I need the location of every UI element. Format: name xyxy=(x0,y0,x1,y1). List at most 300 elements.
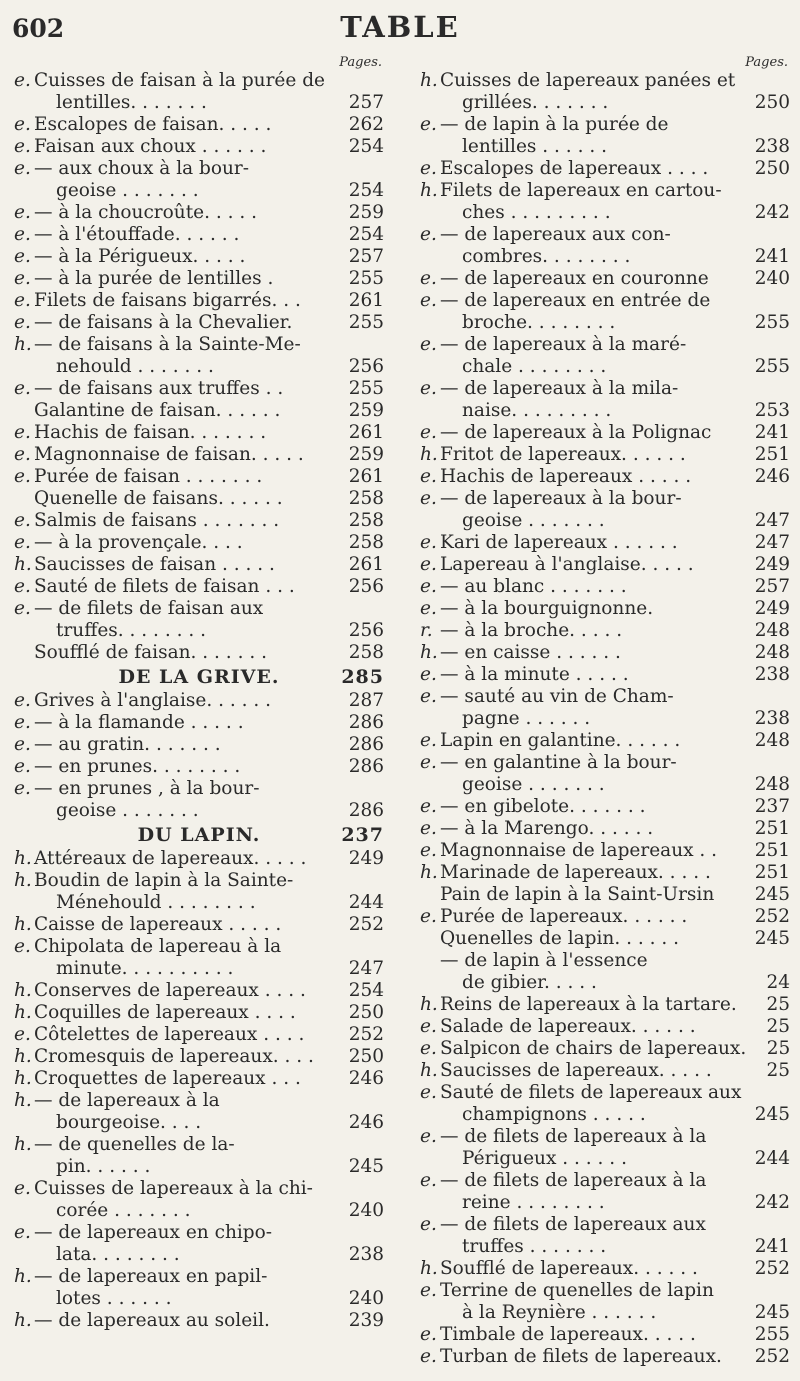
entry-page-number: 261 xyxy=(348,422,384,443)
index-entry xyxy=(14,400,384,422)
entry-line: Terrine de quenelles de lapin xyxy=(440,1280,714,1301)
entry-text xyxy=(440,532,746,554)
entry-text xyxy=(440,488,746,532)
entry-line: — au blanc . . . . . . . xyxy=(440,576,627,597)
entry-line: — de filets de lapereaux aux xyxy=(440,1214,706,1235)
entry-text xyxy=(440,334,746,378)
entry-line: — de lapereaux en entrée de xyxy=(440,290,711,311)
entry-line: Escalopes de faisan. . . . . xyxy=(34,114,272,135)
entry-page-number: 257 xyxy=(754,576,790,597)
entry-text xyxy=(34,936,340,980)
index-entry xyxy=(14,466,384,488)
entry-line: Caisse de lapereaux . . . . . xyxy=(34,914,282,935)
entry-page-number: 238 xyxy=(754,708,790,729)
entry-marker: e. xyxy=(14,532,31,553)
entry-page-number: 258 xyxy=(348,642,384,663)
entry-line: — à la bourguignonne. xyxy=(440,598,654,619)
entry-text xyxy=(34,136,340,158)
index-entry xyxy=(420,158,790,180)
entry-line: Galantine de faisan. . . . . . xyxy=(34,400,281,421)
index-entry xyxy=(420,752,790,796)
index-entry xyxy=(14,936,384,980)
entry-marker: h. xyxy=(14,870,32,891)
entry-page-number: 255 xyxy=(348,378,384,399)
entry-page-number: 249 xyxy=(754,598,790,619)
entry-line: bourgeoise. . . . xyxy=(56,1112,202,1133)
entry-marker: h. xyxy=(14,1068,32,1089)
index-entry xyxy=(14,1002,384,1024)
entry-line: — à la flamande . . . . . xyxy=(34,712,244,733)
index-entry xyxy=(14,1024,384,1046)
entry-text xyxy=(440,796,746,818)
index-entry xyxy=(420,532,790,554)
entry-text xyxy=(34,848,340,870)
index-entry xyxy=(420,180,790,224)
entry-marker: e. xyxy=(420,158,437,179)
index-entry xyxy=(14,114,384,136)
entry-text xyxy=(34,554,340,576)
entry-line: Reins de lapereaux à la tartare. xyxy=(440,994,737,1015)
entry-page-number: 252 xyxy=(348,1024,384,1045)
entry-page-number: 246 xyxy=(754,466,790,487)
entry-line: Saucisses de lapereaux. . . . . xyxy=(440,1060,712,1081)
entry-marker: e. xyxy=(14,136,31,157)
entry-line: chale . . . . . . . . xyxy=(462,356,607,377)
entry-line: Périgueux . . . . . . xyxy=(462,1148,627,1169)
entry-line: lata. . . . . . . . xyxy=(56,1244,180,1265)
index-entry xyxy=(14,1068,384,1090)
entry-line: Kari de lapereaux . . . . . . xyxy=(440,532,678,553)
entry-line: Lapereau à l'anglaise. . . . . xyxy=(440,554,694,575)
entry-page-number: 251 xyxy=(754,818,790,839)
entry-page-number: 25 xyxy=(766,994,790,1015)
entry-page-number: 258 xyxy=(348,488,384,509)
entry-text xyxy=(34,1090,340,1134)
entry-page-number: 255 xyxy=(754,356,790,377)
entry-marker: e. xyxy=(420,378,437,399)
entry-marker: h. xyxy=(420,180,438,201)
index-entry xyxy=(420,664,790,686)
entry-page-number: 251 xyxy=(754,840,790,861)
entry-line: Conserves de lapereaux . . . . xyxy=(34,980,306,1001)
entry-page-number: 286 xyxy=(348,734,384,755)
entry-line: Salade de lapereaux. . . . . . xyxy=(440,1016,696,1037)
entry-page-number: 25 xyxy=(766,1038,791,1059)
entry-marker: h. xyxy=(14,1310,32,1331)
entry-marker: h. xyxy=(420,70,438,91)
entry-line: — de filets de faisan aux xyxy=(34,598,264,619)
entry-line: — de lapereaux en chipo- xyxy=(34,1222,273,1243)
entry-text xyxy=(34,1002,340,1024)
entry-marker: e. xyxy=(420,1346,437,1367)
entry-page-number: 241 xyxy=(754,422,790,443)
entry-marker: e. xyxy=(420,1016,437,1037)
entry-text xyxy=(34,444,340,466)
entry-line: pagne . . . . . . xyxy=(462,708,591,729)
entry-line: truffes . . . . . . . xyxy=(462,1236,607,1257)
entry-line: Ménehould . . . . . . . . xyxy=(56,892,256,913)
entry-line: Pain de lapin à la Saint-Ursin xyxy=(440,884,715,905)
entry-line: Croquettes de lapereaux . . . xyxy=(34,1068,301,1089)
entry-marker: h. xyxy=(420,1060,438,1081)
entry-marker: e. xyxy=(14,734,31,755)
entry-line: nehould . . . . . . . xyxy=(56,356,214,377)
entry-page-number: 249 xyxy=(754,554,790,575)
entry-page-number: 241 xyxy=(754,1236,790,1257)
entry-marker: e. xyxy=(420,1280,437,1301)
entry-text xyxy=(440,950,746,994)
index-entry xyxy=(420,620,790,642)
index-entry xyxy=(14,756,384,778)
left-column xyxy=(14,56,384,1332)
entry-line: reine . . . . . . . . xyxy=(462,1192,605,1213)
entry-line: Filets de lapereaux en cartou- xyxy=(440,180,722,201)
entry-line: — en gibelote. . . . . . . xyxy=(440,796,646,817)
entry-line: Cuisses de lapereaux panées et xyxy=(440,70,736,91)
index-entry xyxy=(420,950,790,994)
entry-line: — de lapereaux à la bour- xyxy=(440,488,682,509)
entry-page-number: 250 xyxy=(348,1046,384,1067)
entry-marker: e. xyxy=(420,576,437,597)
page-number: 602 xyxy=(12,14,65,43)
index-entry xyxy=(14,334,384,378)
index-entry xyxy=(420,796,790,818)
entry-text xyxy=(440,598,746,620)
entry-line: Cuisses de lapereaux à la chi- xyxy=(34,1178,313,1199)
entry-text xyxy=(440,378,746,422)
entry-page-number: 247 xyxy=(348,958,384,979)
entry-marker: h. xyxy=(14,1046,32,1067)
entry-text xyxy=(34,378,340,400)
entry-line: — de lapereaux au soleil. xyxy=(34,1310,270,1331)
entry-page-number: 254 xyxy=(348,224,384,245)
entry-text xyxy=(34,734,340,756)
entry-line: — à la provençale. . . . xyxy=(34,532,243,553)
entry-page-number: 259 xyxy=(348,400,384,421)
entry-page-number: 244 xyxy=(754,1148,790,1169)
entry-text xyxy=(34,532,340,554)
entry-page-number: 251 xyxy=(754,444,790,465)
entry-line: geoise . . . . . . . xyxy=(56,800,199,821)
entry-page-number: 257 xyxy=(348,92,384,113)
entry-marker: e. xyxy=(420,114,437,135)
entry-line: geoise . . . . . . . xyxy=(56,180,199,201)
entry-line: grillées. . . . . . . xyxy=(462,92,609,113)
index-entry xyxy=(14,1046,384,1068)
entry-line: — de lapereaux aux con- xyxy=(440,224,671,245)
entry-line: Timbale de lapereaux. . . . . xyxy=(440,1324,696,1345)
index-entry xyxy=(14,422,384,444)
entry-text xyxy=(440,1214,746,1258)
entry-text xyxy=(34,642,340,664)
entry-marker: e. xyxy=(420,532,437,553)
entry-page-number: 287 xyxy=(348,690,384,711)
entry-line: — en prunes , à la bour- xyxy=(34,778,260,799)
index-entry xyxy=(14,70,384,114)
entry-page-number: 261 xyxy=(348,466,384,487)
entry-line: naise. . . . . . . . . xyxy=(462,400,612,421)
entry-page-number: 256 xyxy=(348,356,384,377)
entry-page-number: 255 xyxy=(754,312,790,333)
index-entry xyxy=(14,914,384,936)
entry-page-number: 242 xyxy=(754,202,790,223)
entry-line: à la Reynière . . . . . . xyxy=(462,1302,657,1323)
entry-marker: e. xyxy=(14,268,31,289)
entry-text xyxy=(440,554,746,576)
entry-marker: e. xyxy=(14,756,31,777)
entry-line: Quenelle de faisans. . . . . . xyxy=(34,488,283,509)
index-entry xyxy=(420,554,790,576)
entry-marker: h. xyxy=(14,914,32,935)
index-entry xyxy=(420,1258,790,1280)
entry-text xyxy=(440,1324,746,1346)
entry-marker: e. xyxy=(420,840,437,861)
entry-line: — de lapereaux à la Polignac xyxy=(440,422,712,443)
entry-page-number: 259 xyxy=(348,444,384,465)
entry-text xyxy=(440,444,746,466)
index-entry xyxy=(14,642,384,664)
entry-marker: h. xyxy=(14,1090,32,1111)
entry-page-number: 246 xyxy=(348,1068,384,1089)
entry-line: — à la choucroûte. . . . . xyxy=(34,202,258,223)
entry-page-number: 238 xyxy=(754,664,790,685)
entry-text xyxy=(440,422,746,444)
entry-page-number: 261 xyxy=(348,554,384,575)
entry-marker: e. xyxy=(14,690,31,711)
entry-marker: e. xyxy=(420,906,437,927)
index-entry xyxy=(420,1214,790,1258)
entry-text xyxy=(34,598,340,642)
index-entry xyxy=(420,818,790,840)
entry-marker: e. xyxy=(420,1082,437,1103)
index-entry xyxy=(14,980,384,1002)
entry-text xyxy=(34,1222,340,1266)
index-entry xyxy=(420,576,790,598)
entry-text xyxy=(440,70,746,114)
entry-marker: e. xyxy=(14,444,31,465)
index-entry xyxy=(420,598,790,620)
entry-page-number: 248 xyxy=(754,730,790,751)
entry-marker: h. xyxy=(420,444,438,465)
entry-text xyxy=(34,914,340,936)
index-entry xyxy=(420,1346,790,1368)
index-entry xyxy=(14,554,384,576)
entry-page-number: 256 xyxy=(348,620,384,641)
entry-line: — à la Marengo. . . . . . xyxy=(440,818,654,839)
entry-text xyxy=(440,158,746,180)
entry-text xyxy=(440,576,746,598)
entry-line: lotes . . . . . . xyxy=(56,1288,172,1309)
index-entry xyxy=(14,848,384,870)
index-entry xyxy=(420,290,790,334)
entry-page-number: 254 xyxy=(348,980,384,1001)
entry-marker: e. xyxy=(420,818,437,839)
entry-marker: e. xyxy=(14,1178,31,1199)
entry-marker: h. xyxy=(14,848,32,869)
entry-line: broche. . . . . . . . xyxy=(462,312,616,333)
entry-text xyxy=(440,664,746,686)
entry-page-number: 240 xyxy=(754,268,790,289)
entry-text xyxy=(440,466,746,488)
entry-page-number: 246 xyxy=(348,1112,384,1133)
index-entry xyxy=(14,576,384,598)
entry-line: lentilles . . . . . . xyxy=(462,136,607,157)
entry-text xyxy=(34,246,340,268)
entry-line: — de faisans aux truffes . . xyxy=(34,378,284,399)
entry-page-number: 252 xyxy=(348,914,384,935)
entry-marker: e. xyxy=(14,712,31,733)
entry-line: Grives à l'anglaise. . . . . . xyxy=(34,690,272,711)
entry-text xyxy=(34,1178,340,1222)
right-column xyxy=(420,56,790,1368)
entry-marker: h. xyxy=(14,334,32,355)
entry-line: — à la minute . . . . . xyxy=(440,664,629,685)
entry-page-number: 245 xyxy=(754,928,790,949)
entry-marker: e. xyxy=(420,224,437,245)
index-entry xyxy=(420,1060,790,1082)
entry-page-number: 245 xyxy=(754,884,790,905)
entry-marker: e. xyxy=(14,224,31,245)
section-title: DE LA GRIVE. xyxy=(118,666,280,688)
index-entry xyxy=(14,532,384,554)
entry-line: — de filets de lapereaux à la xyxy=(440,1170,707,1191)
entry-text xyxy=(440,290,746,334)
entry-line: — de lapin à l'essence xyxy=(440,950,648,971)
entry-marker: e. xyxy=(14,422,31,443)
entry-text xyxy=(34,510,340,532)
entry-line: Cromesquis de lapereaux. . . . xyxy=(34,1046,314,1067)
index-entry xyxy=(420,994,790,1016)
entry-marker: h. xyxy=(14,1134,32,1155)
entry-text xyxy=(34,158,340,202)
entry-page-number: 247 xyxy=(754,532,790,553)
entry-text xyxy=(34,980,340,1002)
entry-page-number: 252 xyxy=(754,1258,790,1279)
entry-line: — en galantine à la bour- xyxy=(440,752,677,773)
index-entry xyxy=(14,734,384,756)
entry-marker: e. xyxy=(420,752,437,773)
entry-text xyxy=(34,224,340,246)
entry-line: Purée de faisan . . . . . . . xyxy=(34,466,263,487)
entry-marker: e. xyxy=(420,664,437,685)
entry-line: Attéreaux de lapereaux. . . . . xyxy=(34,848,307,869)
pages-label: Pages. xyxy=(339,55,382,70)
entry-line: Magnonnaise de lapereaux . . xyxy=(440,840,718,861)
entry-line: Escalopes de lapereaux . . . . xyxy=(440,158,709,179)
entry-text xyxy=(34,290,340,312)
entry-marker: e. xyxy=(14,1024,31,1045)
index-entry xyxy=(420,686,790,730)
entry-line: — à l'étouffade. . . . . . xyxy=(34,224,240,245)
entry-page-number: 248 xyxy=(754,620,790,641)
entry-text xyxy=(440,1170,746,1214)
index-entry xyxy=(420,1280,790,1324)
entry-text xyxy=(34,1266,340,1310)
entry-marker: e. xyxy=(420,730,437,751)
entry-page-number: 258 xyxy=(348,532,384,553)
index-entry xyxy=(420,862,790,884)
entry-page-number: 248 xyxy=(754,774,790,795)
index-entry xyxy=(420,444,790,466)
entry-marker: e. xyxy=(14,114,31,135)
entry-page-number: 24 xyxy=(766,972,790,993)
entry-line: Marinade de lapereaux. . . . . xyxy=(440,862,711,883)
entry-marker: h. xyxy=(14,1266,32,1287)
index-entry xyxy=(14,1178,384,1222)
entry-text xyxy=(440,1016,746,1038)
entry-line: Coquilles de lapereaux . . . . xyxy=(34,1002,296,1023)
entry-line: Côtelettes de lapereaux . . . . xyxy=(34,1024,305,1045)
entry-line: corée . . . . . . . xyxy=(56,1200,191,1221)
index-entry xyxy=(420,1016,790,1038)
entry-text xyxy=(440,884,746,906)
index-entry xyxy=(420,1038,790,1060)
index-entry xyxy=(14,598,384,642)
entry-line: — au gratin. . . . . . . xyxy=(34,734,221,755)
entry-line: geoise . . . . . . . xyxy=(462,510,605,531)
entry-text xyxy=(34,1068,340,1090)
section-heading xyxy=(14,822,384,848)
entry-text xyxy=(440,1346,746,1368)
index-entry xyxy=(14,202,384,224)
entry-text xyxy=(34,1134,340,1178)
index-entry xyxy=(420,378,790,422)
entry-page-number: 253 xyxy=(754,400,790,421)
entry-line: Faisan aux choux . . . . . . xyxy=(34,136,267,157)
index-entry xyxy=(14,712,384,734)
index-entry xyxy=(420,642,790,664)
entry-text xyxy=(440,730,746,752)
entry-page-number: 244 xyxy=(348,892,384,913)
entry-page-number: 286 xyxy=(348,800,384,821)
entry-text xyxy=(34,466,340,488)
entry-marker: h. xyxy=(14,554,32,575)
entry-marker: e. xyxy=(14,158,31,179)
index-entry xyxy=(14,488,384,510)
entry-page-number: 257 xyxy=(348,246,384,267)
entry-marker: e. xyxy=(420,796,437,817)
entry-line: Hachis de lapereaux . . . . . xyxy=(440,466,692,487)
entry-marker: e. xyxy=(14,202,31,223)
entry-marker: e. xyxy=(14,378,31,399)
entry-marker: h. xyxy=(14,980,32,1001)
entry-page-number: 256 xyxy=(348,576,384,597)
entry-marker: e. xyxy=(420,1126,437,1147)
entry-line: Lapin en galantine. . . . . . xyxy=(440,730,681,751)
entry-marker: e. xyxy=(14,1222,31,1243)
entry-line: de gibier. . . . . xyxy=(462,972,597,993)
entry-line: — de lapereaux en couronne xyxy=(440,268,709,289)
entry-page-number: 247 xyxy=(754,510,790,531)
index-entry xyxy=(420,928,790,950)
entry-marker: e. xyxy=(14,290,31,311)
entry-text xyxy=(440,114,746,158)
entry-text xyxy=(34,70,340,114)
section-title: DU LAPIN. xyxy=(137,824,261,846)
index-entry xyxy=(14,444,384,466)
entry-line: — de lapin à la purée de xyxy=(440,114,669,135)
entry-line: Sauté de filets de faisan . . . xyxy=(34,576,295,597)
index-entry xyxy=(14,378,384,400)
entry-line: minute. . . . . . . . . . xyxy=(56,958,234,979)
entry-text xyxy=(440,1258,746,1280)
entry-line: combres. . . . . . . . xyxy=(462,246,631,267)
entry-marker: e. xyxy=(420,334,437,355)
entry-line: Soufflé de faisan. . . . . . . xyxy=(34,642,267,663)
entry-line: Fritot de lapereaux. . . . . . xyxy=(440,444,686,465)
entry-marker: e. xyxy=(420,686,437,707)
entry-marker: e. xyxy=(14,936,31,957)
